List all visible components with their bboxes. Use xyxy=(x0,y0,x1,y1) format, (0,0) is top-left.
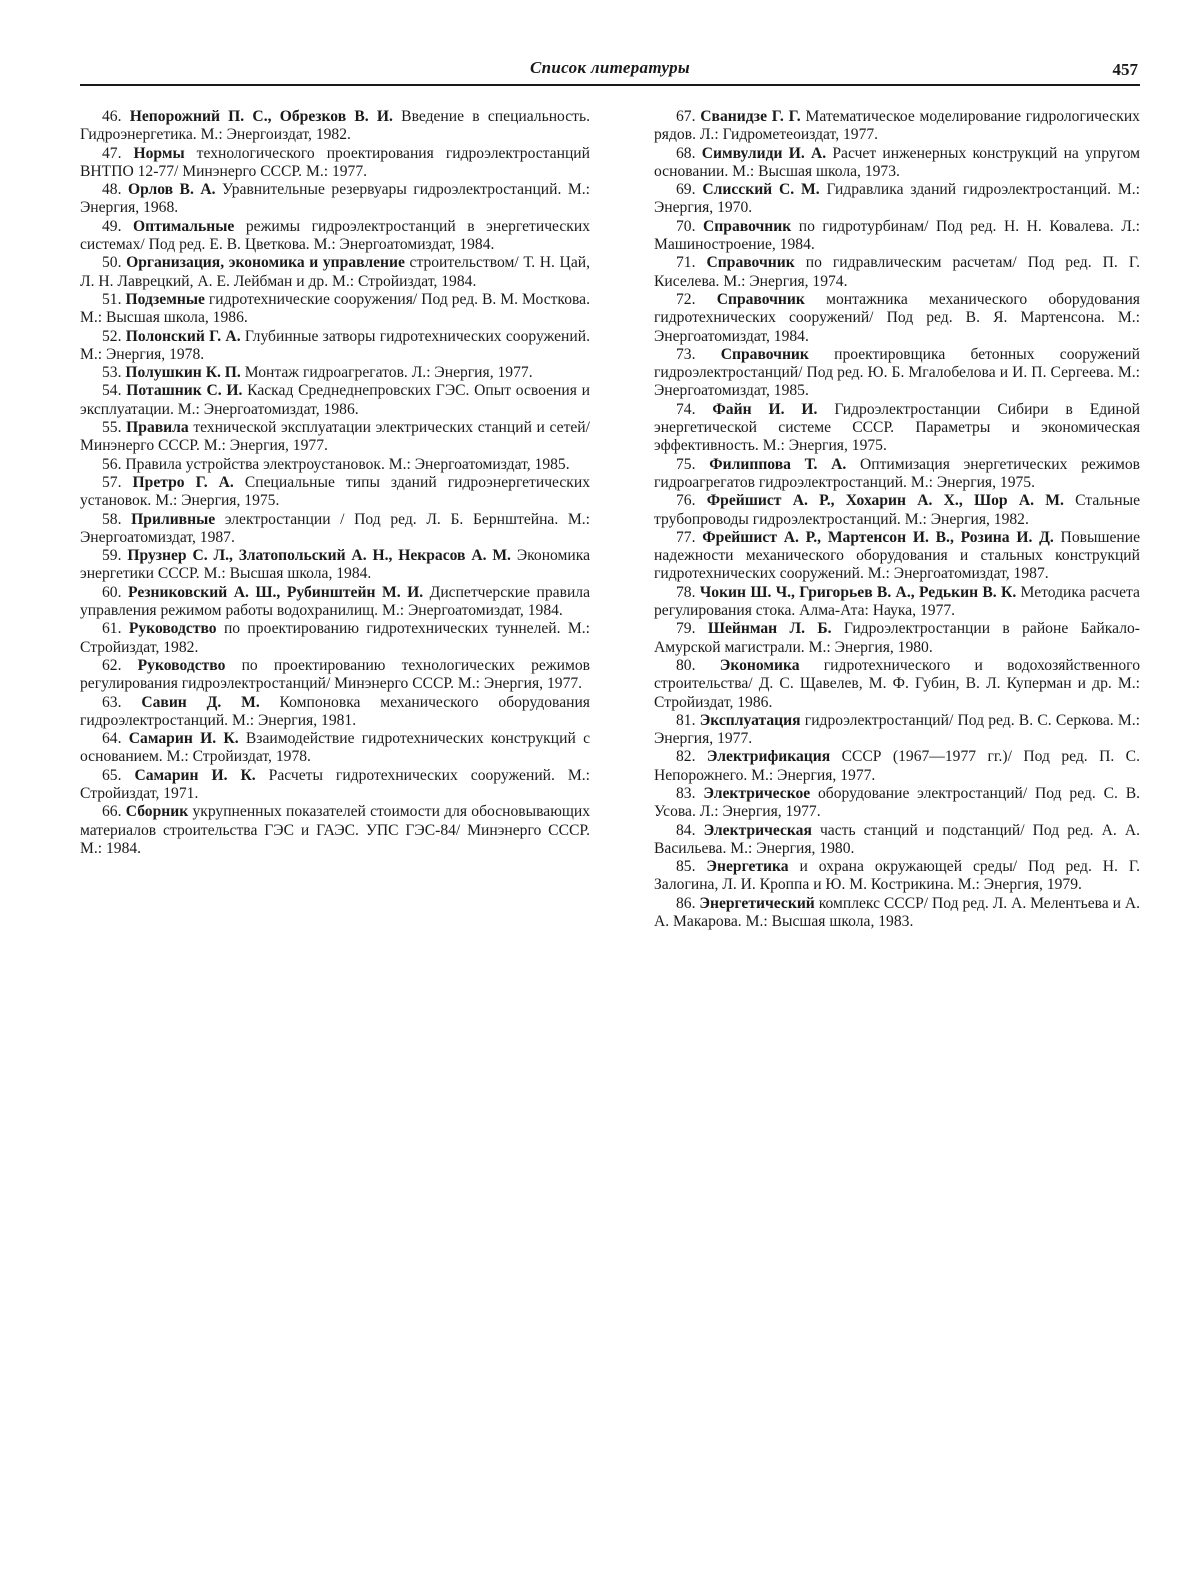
reference-text: Каскад Среднеднепровских ГЭС. Опыт освоения и эксплуатации. М.: Энергоатомиздат, 1986. xyxy=(80,382,590,418)
reference-entry xyxy=(654,254,1140,291)
reference-author: Фрейшист А. Р., Хохарин А. Х., Шор А. М. xyxy=(706,492,1064,510)
reference-text: гидротехнические сооружения/ Под ред. В. М. Мосткова. М.: Высшая школа, 1986. xyxy=(80,290,590,327)
reference-entry xyxy=(654,145,1140,182)
reference-text: оборудование электростанций/ Под ред. С. В. Усова. Л.: Энергия, 1977. xyxy=(654,784,1140,821)
reference-number: 69. xyxy=(676,181,696,199)
reference-author: Резниковский А. Ш., Рубинштейн М. И. xyxy=(128,583,424,601)
reference-entry xyxy=(80,254,590,291)
reference-author: Полонский Г. А. xyxy=(125,327,241,345)
reference-author: Чокин Ш. Ч., Григорьев В. А., Редькин В. К. xyxy=(699,583,1017,601)
reference-entry xyxy=(80,584,590,621)
reference-number: 74. xyxy=(676,400,696,418)
reference-author: Фрейшист А. Р., Мартенсон И. В., Розина И. Д. xyxy=(702,528,1054,546)
reference-number: 78. xyxy=(676,583,696,601)
reference-author: Подземные xyxy=(125,290,205,308)
reference-author: Файн И. И. xyxy=(712,400,818,418)
reference-author: Полушкин К. П. xyxy=(125,364,241,382)
reference-text: Правила устройства электроустановок. М.: Энергоатомиздат, 1985. xyxy=(125,455,570,473)
reference-entry xyxy=(654,492,1140,529)
reference-column-left xyxy=(80,108,590,931)
reference-number: 50. xyxy=(102,254,122,272)
reference-text: гидроэлектростанций/ Под ред. В. С. Серкова. М.: Энергия, 1977. xyxy=(654,711,1140,748)
reference-text: Расчеты гидротехнических сооружений. М.: Стройиздат, 1971. xyxy=(80,766,590,802)
reference-entry xyxy=(80,181,590,218)
reference-entry xyxy=(80,419,590,456)
reference-entry xyxy=(80,382,590,419)
reference-entry xyxy=(654,181,1140,218)
reference-entry xyxy=(654,822,1140,859)
reference-author: Руководство xyxy=(137,656,226,674)
reference-entry xyxy=(654,218,1140,255)
reference-text: Введение в специальность. Гидроэнергетика. М.: Энергоиздат, 1982. xyxy=(80,108,590,144)
reference-text: гидротехнического и водохозяйственного строительства/ Д. С. Щавелев, М. Ф. Губин, В. Л. Куперман и др. М.: Стройиздат, 1986. xyxy=(654,656,1140,711)
reference-entry xyxy=(80,511,590,548)
reference-author: Шейнман Л. Б. xyxy=(707,620,832,638)
reference-number: 59. xyxy=(102,547,122,565)
reference-entry xyxy=(654,620,1140,657)
reference-text: часть станций и подстанций/ Под ред. А. А. Васильева. М.: Энергия, 1980. xyxy=(654,821,1140,857)
reference-author: Руководство xyxy=(128,620,217,638)
reference-text: по гидравлическим расчетам/ Под ред. П. Г. Киселева. М.: Энергия, 1974. xyxy=(654,254,1140,290)
reference-text: Диспетчерские правила управления режимом работы водохранилищ. М.: Энергоатомиздат, 1984. xyxy=(80,583,590,620)
reference-text: Экономика энергетики СССР. М.: Высшая школа, 1984. xyxy=(80,547,591,583)
reference-number: 60. xyxy=(102,583,122,601)
reference-number: 61. xyxy=(102,620,122,638)
reference-text: и охрана окружающей среды/ Под ред. Н. Г. Залогина, Л. И. Кроппа и Ю. М. Кострикина. М.: Энергия, 1979. xyxy=(654,858,1140,894)
reference-number: 80. xyxy=(676,656,696,674)
reference-text: монтажника механического оборудования гидротехнических сооружений/ Под ред. В. Я. Мартенсона. М.: Энергоатомиздат, 1984. xyxy=(654,290,1140,345)
reference-author: Справочник xyxy=(716,290,805,308)
reference-entry xyxy=(80,328,590,365)
page-number: 457 xyxy=(1112,60,1138,79)
reference-entry xyxy=(654,712,1140,749)
reference-entry xyxy=(654,346,1140,401)
reference-number: 79. xyxy=(676,620,696,638)
reference-number: 85. xyxy=(676,858,696,876)
reference-entry xyxy=(654,858,1140,895)
reference-entry xyxy=(654,785,1140,822)
reference-number: 68. xyxy=(676,144,696,162)
reference-text: Стальные трубопроводы гидроэлектростанций. М.: Энергия, 1982. xyxy=(654,492,1141,528)
reference-number: 53. xyxy=(102,364,122,382)
reference-entry xyxy=(80,730,590,767)
reference-number: 51. xyxy=(102,290,122,308)
reference-author: Энергетический xyxy=(699,894,815,912)
reference-text: Монтаж гидроагрегатов. Л.: Энергия, 1977. xyxy=(240,364,533,382)
reference-entry xyxy=(80,694,590,731)
reference-entry xyxy=(80,456,590,474)
reference-entry xyxy=(80,108,590,145)
reference-text: технологического проектирования гидроэлектростанций ВНТПО 12-77/ Минэнерго СССР. М.: 1977. xyxy=(80,144,590,180)
reference-text: режимы гидроэлектростанций в энергетических системах/ Под ред. Е. В. Цветкова. М.: Энергоатомиздат, 1984. xyxy=(80,217,590,254)
reference-number: 54. xyxy=(102,382,122,400)
reference-author: Претро Г. А. xyxy=(132,473,234,491)
reference-number: 71. xyxy=(676,254,696,272)
reference-entry xyxy=(654,748,1140,785)
reference-entry xyxy=(80,364,590,382)
reference-text: Компоновка механического оборудования гидроэлектростанций. М.: Энергия, 1981. xyxy=(80,693,590,729)
reference-text: комплекс СССР/ Под ред. Л. А. Мелентьева и А. А. Макарова. М.: Высшая школа, 1983. xyxy=(654,894,1140,931)
reference-text: проектировщика бетонных сооружений гидроэлектростанций/ Под ред. Ю. Б. Мгалобелова и И. П. Сергеева. М.: Энергоатомиздат, 1985. xyxy=(654,345,1140,400)
reference-number: 66. xyxy=(102,803,122,821)
reference-author: Оптимальные xyxy=(133,217,235,235)
reference-entry xyxy=(80,767,590,804)
reference-number: 56. xyxy=(102,455,122,473)
reference-text: электростанции / Под ред. Л. Б. Бернштейна. М.: Энергоатомиздат, 1987. xyxy=(80,510,590,546)
reference-author: Нормы xyxy=(133,144,185,162)
reference-number: 82. xyxy=(676,748,696,766)
reference-number: 70. xyxy=(676,217,696,235)
reference-entry xyxy=(654,529,1140,584)
reference-entry xyxy=(654,657,1140,712)
reference-author: Слисский С. М. xyxy=(702,181,820,199)
reference-text: Уравнительные резервуары гидроэлектростанций. М.: Энергия, 1968. xyxy=(80,181,590,217)
reference-entry xyxy=(80,547,590,584)
reference-number: 47. xyxy=(102,144,122,162)
reference-number: 52. xyxy=(102,327,122,345)
reference-author: Приливные xyxy=(131,510,216,528)
reference-text: СССР (1967—1977 гг.)/ Под ред. П. С. Непорожнего. М.: Энергия, 1977. xyxy=(654,748,1140,784)
reference-entry xyxy=(654,291,1140,346)
reference-text: Взаимодействие гидротехнических конструкций с основанием. М.: Стройиздат, 1978. xyxy=(80,730,590,766)
reference-author: Симвулиди И. А. xyxy=(701,144,827,162)
reference-author: Савин Д. М. xyxy=(141,693,260,711)
reference-entry xyxy=(654,895,1140,932)
running-head xyxy=(80,56,1140,86)
reference-number: 55. xyxy=(102,419,122,437)
reference-entry xyxy=(80,474,590,511)
reference-text: по проектированию технологических режимов регулирования гидроэлектростанций/ Минэнерго СССР. М.: Энергия, 1977. xyxy=(80,656,590,693)
reference-number: 81. xyxy=(676,711,696,729)
reference-entry xyxy=(654,108,1140,145)
reference-number: 83. xyxy=(676,784,696,802)
reference-author: Экономика xyxy=(719,656,800,674)
reference-number: 77. xyxy=(676,528,696,546)
reference-author: Прузнер С. Л., Златопольский А. Н., Некрасов А. М. xyxy=(127,547,511,565)
reference-number: 75. xyxy=(676,455,696,473)
reference-number: 58. xyxy=(102,510,122,528)
reference-entry xyxy=(654,584,1140,621)
reference-author: Электрическое xyxy=(703,784,811,802)
reference-author: Электрическая xyxy=(703,821,812,839)
reference-number: 65. xyxy=(102,766,122,784)
reference-number: 84. xyxy=(676,821,696,839)
reference-text: Гидравлика зданий гидроэлектростанций. М.: Энергия, 1970. xyxy=(654,181,1140,217)
reference-text: Расчет инженерных конструкций на упругом основании. М.: Высшая школа, 1973. xyxy=(654,144,1140,180)
reference-author: Справочник xyxy=(703,217,792,235)
reference-author: Эксплуатация xyxy=(699,711,801,729)
reference-number: 72. xyxy=(676,290,696,308)
reference-entry xyxy=(80,657,590,694)
reference-author: Поташник С. И. xyxy=(126,382,243,400)
reference-text: Гидроэлектростанции Сибири в Единой энергетической системе СССР. Параметры и экономическая эффективность. М.: Энергия, 1975. xyxy=(654,400,1141,455)
reference-author: Непорожний П. С., Обрезков В. И. xyxy=(129,108,393,125)
reference-text: по проектированию гидротехнических туннелей. М.: Стройиздат, 1982. xyxy=(80,620,590,656)
reference-entry xyxy=(80,145,590,182)
reference-entry xyxy=(80,620,590,657)
reference-text: Повышение надежности механического оборудования и стальных конструкций гидротехнических сооружений. М.: Энергоатомиздат, 1987. xyxy=(654,528,1140,583)
reference-number: 46. xyxy=(102,108,122,125)
reference-entry xyxy=(80,291,590,328)
reference-text: Гидроэлектростанции в районе Байкало-Амурской магистрали. М.: Энергия, 1980. xyxy=(654,620,1140,656)
reference-number: 49. xyxy=(102,217,122,235)
reference-number: 63. xyxy=(102,693,122,711)
reference-author: Правила xyxy=(126,419,189,437)
reference-author: Самарин И. К. xyxy=(134,766,256,784)
reference-entry xyxy=(80,218,590,255)
reference-author: Сванидзе Г. Г. xyxy=(700,108,801,125)
reference-number: 86. xyxy=(676,894,696,912)
reference-entry xyxy=(80,803,590,858)
reference-text: строительством/ Т. Н. Цай, Л. Н. Лаврецкий, А. Е. Лейбман и др. М.: Стройиздат, 1984. xyxy=(80,254,590,290)
reference-author: Орлов В. А. xyxy=(128,181,216,199)
running-title: Список литературы xyxy=(530,58,690,77)
reference-number: 67. xyxy=(676,108,696,125)
reference-author: Справочник xyxy=(720,345,809,363)
reference-author: Энергетика xyxy=(706,858,789,876)
reference-author: Филиппова Т. А. xyxy=(709,455,847,473)
reference-number: 64. xyxy=(102,730,122,748)
reference-text: Глубинные затворы гидротехнических сооружений. М.: Энергия, 1978. xyxy=(80,327,590,363)
reference-text: укрупненных показателей стоимости для обосновывающих материалов строительства ГЭС и ГАЭС. УПС ГЭС-84/ Минэнерго СССР. М.: 1984. xyxy=(80,803,590,857)
reference-entry xyxy=(654,456,1140,493)
reference-number: 62. xyxy=(102,656,122,674)
reference-author: Организация, экономика и управление xyxy=(126,254,405,272)
reference-author: Самарин И. К. xyxy=(128,730,239,748)
reference-number: 73. xyxy=(676,345,696,363)
reference-columns xyxy=(80,108,1140,931)
reference-number: 76. xyxy=(676,492,696,510)
reference-text: Оптимизация энергетических режимов гидроагрегатов гидроэлектростанций. М.: Энергия, 1975. xyxy=(654,455,1140,491)
reference-text: Методика расчета регулирования стока. Алма-Ата: Наука, 1977. xyxy=(654,583,1140,620)
reference-author: Сборник xyxy=(125,803,189,821)
reference-text: Специальные типы зданий гидроэнергетических установок. М.: Энергия, 1975. xyxy=(80,473,591,510)
reference-entry xyxy=(654,401,1140,456)
reference-text: технической эксплуатации электрических станций и сетей/ Минэнерго СССР. М.: Энергия, 1977. xyxy=(80,419,590,455)
reference-author: Справочник xyxy=(706,254,795,272)
reference-author: Электрификация xyxy=(706,748,831,766)
reference-column-right xyxy=(654,108,1140,931)
reference-text: по гидротурбинам/ Под ред. Н. Н. Ковалева. Л.: Машиностроение, 1984. xyxy=(654,217,1141,254)
reference-number: 48. xyxy=(102,181,122,199)
reference-number: 57. xyxy=(102,473,122,491)
reference-text: Математическое моделирование гидрологических рядов. Л.: Гидрометеоиздат, 1977. xyxy=(654,108,1140,144)
